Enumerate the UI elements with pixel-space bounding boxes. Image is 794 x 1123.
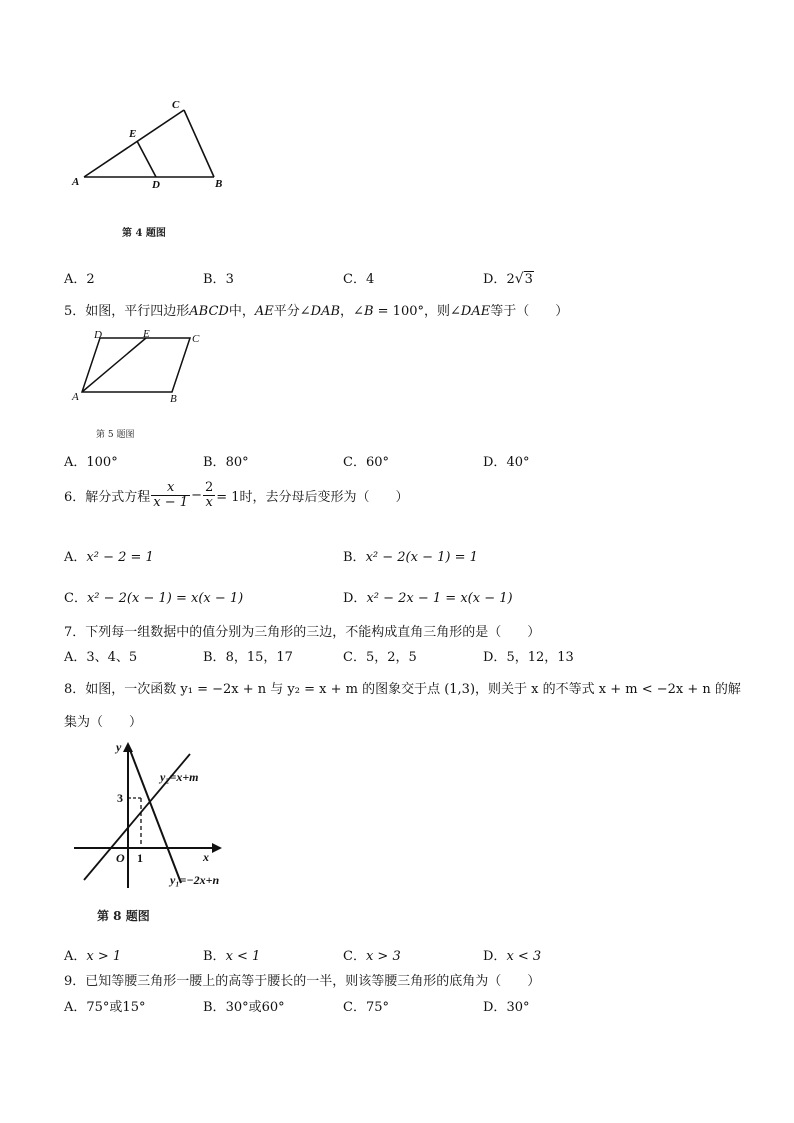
option-text: x > 1	[86, 949, 122, 964]
q8-option-d[interactable]	[483, 945, 541, 964]
option-text: x < 1	[225, 949, 261, 964]
option-text: 40°	[506, 455, 530, 470]
q4-option-b[interactable]	[203, 268, 234, 287]
label-b: B	[215, 178, 223, 190]
question-text: 下列每一组数据中的值分别为三角形的三边，不能构成直角三角形的是（ ）	[85, 625, 541, 640]
math-var: DAE	[460, 304, 491, 319]
question-text: 解分式方程	[85, 490, 151, 505]
option-letter: D．	[343, 591, 367, 606]
q9-option-d[interactable]	[483, 996, 529, 1015]
option-text: 100°	[86, 455, 118, 470]
q4-option-c[interactable]	[343, 268, 374, 287]
option-text: x > 3	[365, 949, 401, 964]
option-text: 80°	[225, 455, 249, 470]
option-text: 30°	[506, 1000, 530, 1015]
option-letter: A．	[64, 949, 87, 964]
q8-option-c[interactable]	[343, 945, 401, 964]
option-text: 5，12，13	[506, 650, 574, 665]
minus-sign: −	[191, 488, 202, 503]
option-letter: C．	[343, 455, 366, 470]
figure-4	[70, 95, 230, 195]
option-letter: C．	[343, 949, 366, 964]
option-letter: B．	[203, 1000, 226, 1015]
question-text: = 1时，去分母后变形为（ ）	[216, 490, 409, 505]
segment-cb	[184, 110, 214, 177]
option-letter: D．	[483, 650, 507, 665]
option-text: 30°或60°	[225, 1000, 285, 1015]
math-var: ABCD	[189, 304, 229, 319]
y-axis-label: y	[116, 740, 122, 754]
q7-option-a[interactable]	[64, 646, 137, 665]
question-text: ，∠	[340, 304, 364, 319]
label-a: A	[72, 176, 80, 188]
fraction-denominator: x − 1	[153, 495, 189, 510]
q7-option-d[interactable]	[483, 646, 574, 665]
label-d: D	[152, 179, 160, 191]
fraction-2	[203, 481, 215, 510]
option-text: 4	[365, 272, 375, 287]
tick-label-y: 3	[117, 791, 123, 805]
math-var: DAB	[310, 304, 341, 319]
option-text: 60°	[365, 455, 389, 470]
option-text: 75°或15°	[86, 1000, 146, 1015]
figure-8	[72, 738, 262, 893]
option-text: 2	[86, 272, 95, 287]
option-letter: D．	[483, 949, 507, 964]
triangle-diagram-4	[70, 95, 230, 195]
question-number: 9．	[64, 974, 86, 989]
label-c: C	[192, 333, 200, 345]
option-letter: B．	[203, 272, 226, 287]
option-letter: D．	[483, 455, 507, 470]
option-letter: C．	[343, 650, 366, 665]
question-8	[64, 678, 741, 697]
q8-option-a[interactable]	[64, 945, 121, 964]
math-var: AE	[254, 304, 274, 319]
figure-5-caption: 第 5 题图	[96, 430, 135, 440]
q9-option-b[interactable]	[203, 996, 285, 1015]
figure-5	[68, 328, 208, 403]
label-d: D	[94, 329, 102, 341]
tick-label-x: 1	[137, 851, 143, 865]
option-letter: D．	[483, 1000, 507, 1015]
option-letter: D．	[483, 272, 507, 287]
question-text: 中，	[228, 304, 255, 319]
option-text: 5，2，5	[365, 650, 417, 665]
question-number: 6．	[64, 490, 86, 505]
option-letter: C．	[343, 272, 366, 287]
label-e: E	[129, 128, 137, 140]
option-letter: B．	[343, 550, 366, 565]
question-5	[64, 300, 568, 319]
option-text: 3、4、5	[86, 650, 138, 665]
label-e: E	[143, 328, 150, 340]
x-axis-label: x	[203, 850, 209, 864]
option-letter: B．	[203, 949, 226, 964]
q5-option-c[interactable]	[343, 451, 389, 470]
question-text: 如图，平行四边形	[85, 304, 190, 319]
label-b: B	[170, 393, 177, 403]
question-7	[64, 621, 540, 640]
q5-option-d[interactable]	[483, 451, 529, 470]
q5-option-a[interactable]	[64, 451, 118, 470]
option-text: 75°	[365, 1000, 389, 1015]
line-y2-label: y₂=x+m	[160, 770, 199, 784]
q6-option-b[interactable]	[343, 546, 478, 565]
fraction-1	[151, 481, 190, 510]
option-letter: A．	[64, 650, 87, 665]
option-text: x² − 2(x − 1) = x(x − 1)	[86, 591, 244, 606]
figure-8-caption: 第 8 题图	[97, 909, 150, 923]
segment-ac	[84, 110, 184, 177]
math-var: B	[363, 304, 374, 319]
line-y1-label: y₁=−2x+n	[170, 873, 220, 887]
label-a: A	[72, 391, 79, 403]
q7-option-c[interactable]	[343, 646, 417, 665]
option-letter: B．	[203, 650, 226, 665]
x-axis-arrow-icon	[212, 843, 222, 853]
question-8-line2: 集为（ ）	[64, 715, 143, 730]
option-letter: A．	[64, 1000, 87, 1015]
q5-option-b[interactable]	[203, 451, 249, 470]
option-letter: C．	[343, 1000, 366, 1015]
option-text: 8，15，17	[225, 650, 293, 665]
question-number: 7．	[64, 625, 86, 640]
option-text: x² − 2 = 1	[86, 550, 154, 565]
fraction-denominator: x	[205, 495, 213, 510]
q8-option-b[interactable]	[203, 945, 260, 964]
option-letter: C．	[64, 591, 87, 606]
q6-option-a[interactable]	[64, 546, 154, 565]
question-number: 5．	[64, 304, 86, 319]
q4-option-d[interactable]	[483, 268, 534, 287]
question-9	[64, 970, 540, 989]
question-text: 等于（ ）	[490, 304, 569, 319]
fraction-numerator: x	[151, 481, 190, 496]
option-letter: A．	[64, 550, 87, 565]
function-graph-8	[72, 738, 262, 893]
q4-option-a[interactable]	[64, 268, 95, 287]
q7-option-b[interactable]	[203, 646, 293, 665]
option-letter: B．	[203, 455, 226, 470]
option-text: 3	[225, 272, 234, 287]
q9-option-a[interactable]	[64, 996, 145, 1015]
option-text: x² − 2x − 1 = x(x − 1)	[366, 591, 513, 606]
label-c: C	[172, 99, 180, 111]
segment-ed	[137, 141, 156, 177]
option-text: x < 3	[506, 949, 542, 964]
fraction-numerator: 2	[204, 480, 214, 495]
origin-label: O	[116, 851, 125, 865]
q6-option-d[interactable]	[343, 587, 513, 606]
sqrt-icon: √	[514, 271, 524, 287]
option-letter: A．	[64, 272, 87, 287]
question-text: 已知等腰三角形一腰上的高等于腰长的一半，则该等腰三角形的底角为（ ）	[85, 974, 541, 989]
parallelogram-diagram-5	[68, 328, 208, 403]
question-text: = 100°，则∠	[373, 304, 461, 319]
question-number: 8．	[64, 682, 86, 697]
question-6	[64, 481, 409, 510]
question-text: 如图，一次函数 y₁ = −2x + n 与 y₂ = x + m 的图象交于点 (1,3)，则关于 x 的不等式 x + m < −2x + n 的解	[85, 682, 741, 697]
question-text: 平分∠	[273, 304, 311, 319]
figure-4-caption: 第 4 题图	[122, 228, 166, 239]
option-text: 2	[506, 272, 515, 287]
sqrt-radicand: 3	[524, 272, 533, 287]
option-text: x² − 2(x − 1) = 1	[365, 550, 478, 565]
q9-option-c[interactable]	[343, 996, 389, 1015]
option-letter: A．	[64, 455, 87, 470]
q6-option-c[interactable]	[64, 587, 243, 606]
y-axis-arrow-icon	[123, 742, 133, 752]
